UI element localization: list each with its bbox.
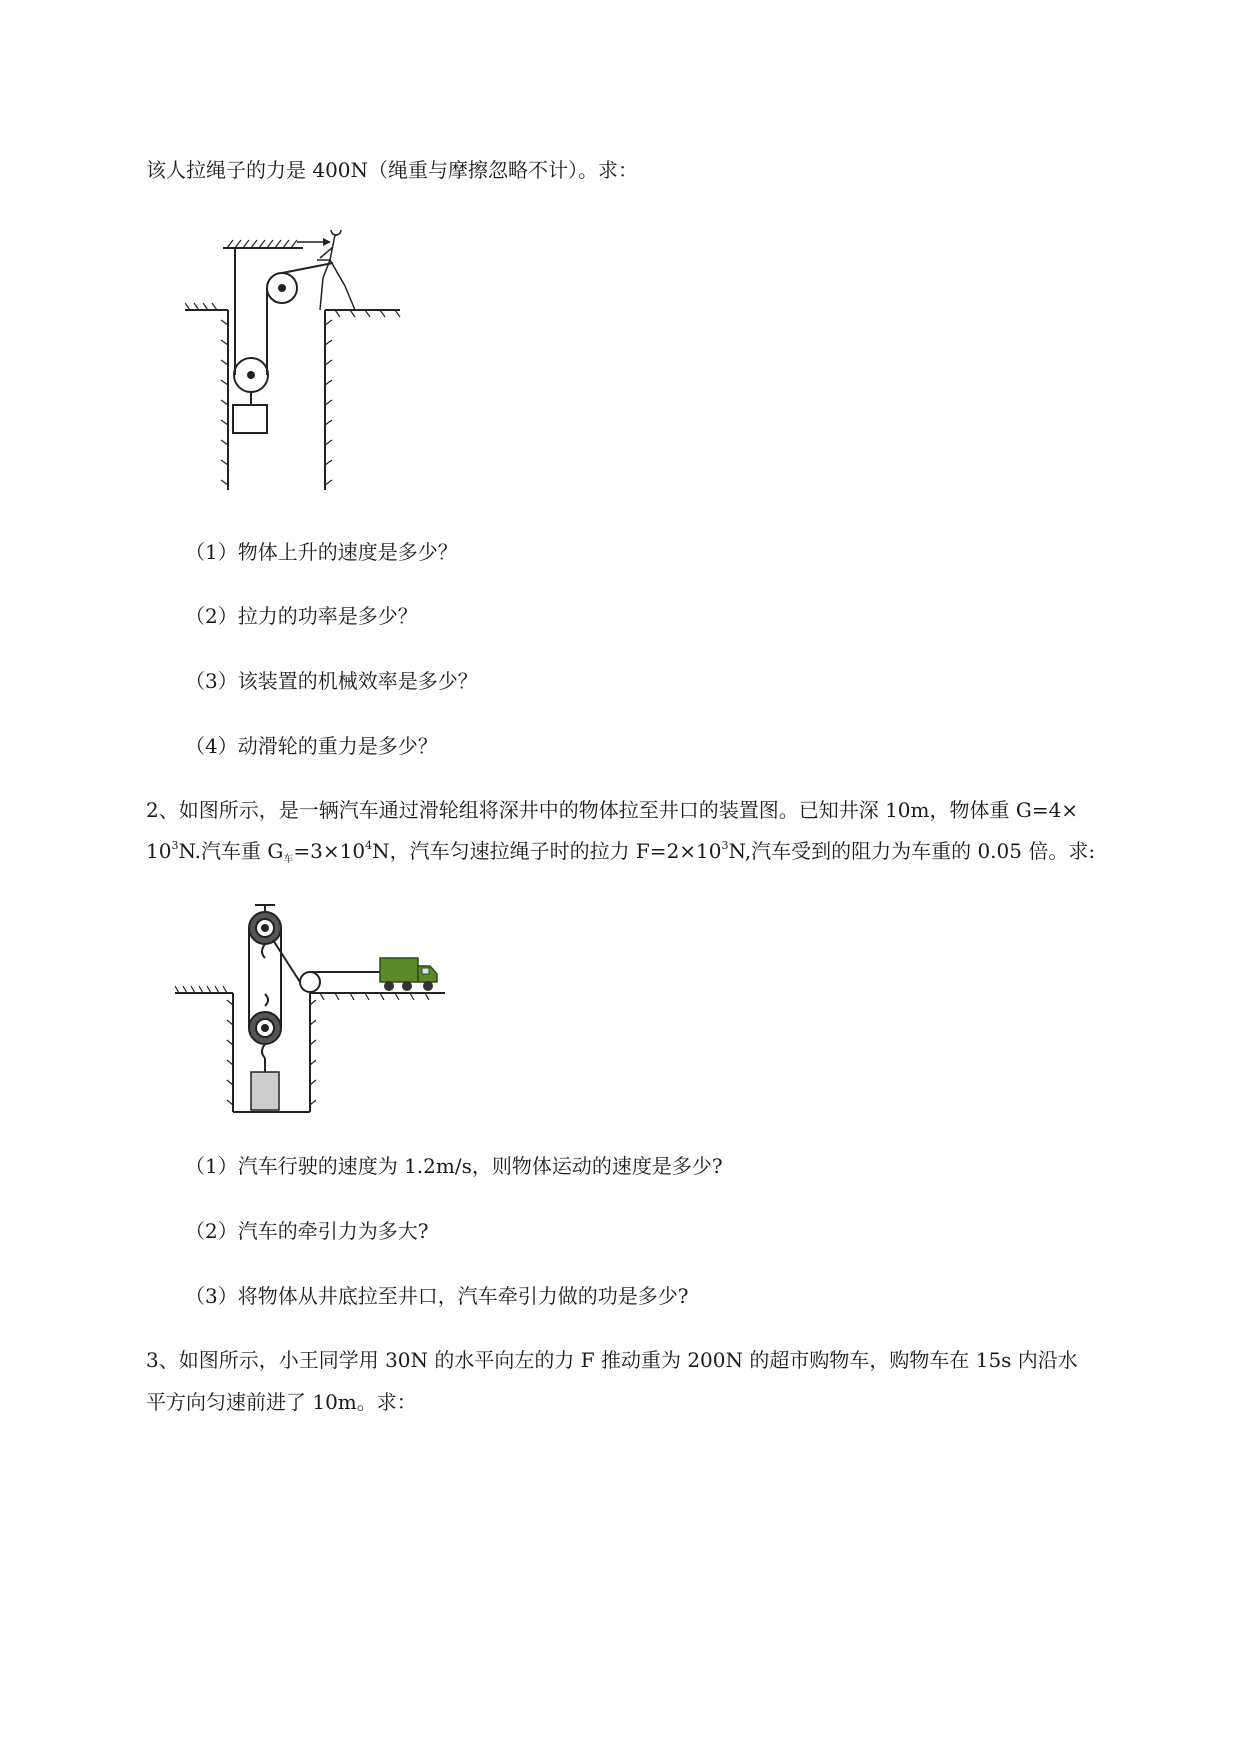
q1-sub-3: （3）该装置的机械效率是多少？ — [185, 669, 478, 693]
figure-well-pulley-man — [185, 230, 415, 495]
q1-sub-4: （4）动滑轮的重力是多少？ — [185, 734, 438, 758]
q1-sub-2: （2）拉力的功率是多少？ — [185, 604, 418, 628]
q2-stem-line1: 2、如图所示，是一辆汽车通过滑轮组将深井中的物体拉至井口的装置图。已知井深 10m，物体重 G=4× — [146, 798, 1079, 822]
q2-text: N，汽车匀速拉绳子时的拉力 F=2×10 — [372, 839, 722, 863]
q2-sub-2: （2）汽车的牵引力为多大? — [185, 1219, 429, 1243]
q2-text: =3×10 — [293, 839, 366, 863]
q2-exponent: 4 — [365, 839, 373, 852]
q2-text: N.汽车重 G — [178, 839, 284, 863]
q2-text: 10 — [146, 839, 172, 863]
q2-subscript: 车 — [283, 854, 294, 865]
truck-icon — [380, 958, 437, 991]
q3-stem-line1: 3、如图所示，小王同学用 30N 的水平向左的力 F 推动重为 200N 的超市购物车，购物车在 15s 内沿水 — [146, 1348, 1078, 1372]
q3-stem-line2: 平方向匀速前进了 10m。求： — [146, 1390, 417, 1414]
figure-truck-pulley-well — [175, 900, 445, 1120]
q2-sub-1: （1）汽车行驶的速度为 1.2m/s，则物体运动的速度是多少? — [185, 1154, 723, 1178]
q2-stem-line2 — [146, 837, 1095, 865]
q2-exponent: 3 — [721, 839, 729, 852]
q1-sub-1: （1）物体上升的速度是多少？ — [185, 540, 458, 564]
q2-exponent: 3 — [171, 839, 179, 852]
q2-text: N,汽车受到的阻力为车重的 0.05 倍。求: — [728, 839, 1096, 863]
q2-sub-3: （3）将物体从井底拉至井口，汽车牵引力做的功是多少? — [185, 1284, 689, 1308]
intro-line: 该人拉绳子的力是 400N（绳重与摩擦忽略不计）。求： — [146, 158, 639, 182]
